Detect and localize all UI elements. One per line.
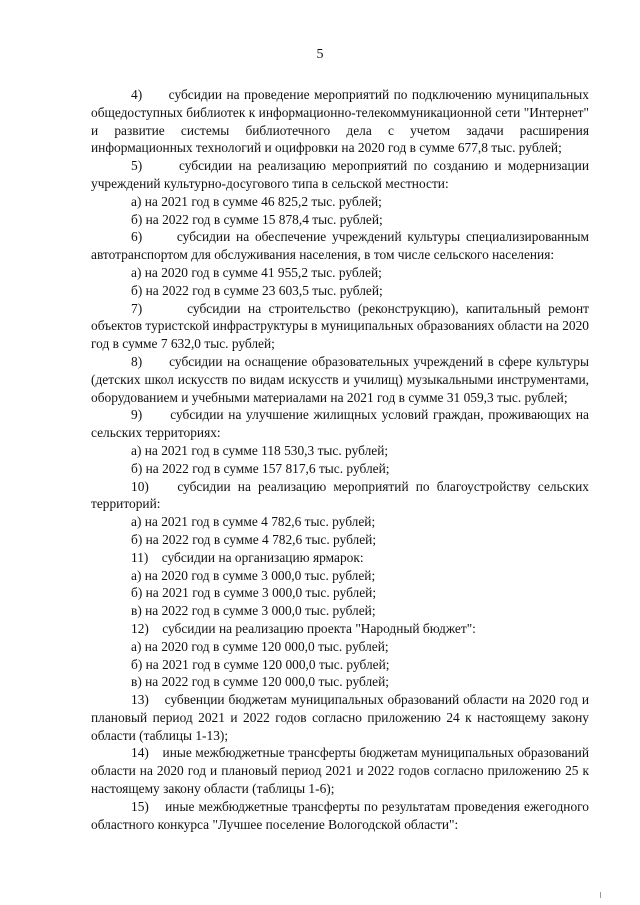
paragraph: а) на 2021 год в сумме 46 825,2 тыс. рублей; bbox=[131, 193, 382, 209]
paragraph: 5) субсидии на реализацию мероприятий по созданию и модернизации учреждений культурно-досугового типа в сельской местности: bbox=[91, 158, 589, 191]
paragraph: 15) иные межбюджетные трансферты по результатам проведения ежегодного областного конкурса "Лучшее поселение Вологодской области": bbox=[91, 798, 589, 832]
paragraph: 13) субвенции бюджетам муниципальных образований области на 2020 год и плановый период 2021 и 2022 годов согласно приложению 24 к настоящему закону области (таблицы 1-13); bbox=[91, 692, 589, 743]
paragraph: б) на 2021 год в сумме 120 000,0 тыс. рублей; bbox=[131, 656, 390, 672]
paragraph: а) на 2021 год в сумме 4 782,6 тыс. рублей; bbox=[131, 514, 376, 530]
page-number: 5 bbox=[316, 47, 324, 62]
paragraph: а) на 2020 год в сумме 120 000,0 тыс. рублей; bbox=[131, 638, 389, 654]
paragraph: 6) субсидии на обеспечение учреждений культуры специализированным автотранспортом для обслуживания населения, в том числе сельского населения: bbox=[91, 229, 589, 263]
paragraph: 11) субсидии на организацию ярмарок: bbox=[131, 549, 364, 565]
paragraph: в) на 2022 год в сумме 120 000,0 тыс. рублей; bbox=[131, 674, 389, 690]
paragraph: 9) субсидии на улучшение жилищных условий граждан, проживающих на сельских территориях: bbox=[91, 407, 589, 441]
paragraph: б) на 2022 год в сумме 4 782,6 тыс. рублей; bbox=[131, 531, 377, 547]
paragraph: 12) субсидии на реализацию проекта "Народный бюджет": bbox=[131, 620, 476, 636]
paragraph: 8) субсидии на оснащение образовательных учреждений в сфере культуры (детских школ искусств по видам искусств и училищ) музыкальными инструментами, оборудованием и учебными материалами на 2021 год в сумме 31 059,3 тыс. рублей; bbox=[91, 353, 589, 405]
paragraph: а) на 2021 год в сумме 118 530,3 тыс. рублей; bbox=[131, 442, 389, 458]
paragraph: б) на 2022 год в сумме 15 878,4 тыс. рублей; bbox=[131, 211, 383, 227]
paragraph: б) на 2021 год в сумме 3 000,0 тыс. рублей; bbox=[131, 585, 377, 601]
paragraph: 4) субсидии на проведение мероприятий по подключению муниципальных общедоступных библиотек к информационно-телекоммуникационной сети "Интернет" и развитие системы библиотечного дела с учетом задачи расширения информационных технологий и оцифровки на 2020 год в сумме 677,8 тыс. рублей; bbox=[91, 87, 589, 156]
scan-mark bbox=[600, 892, 601, 898]
paragraph: 14) иные межбюджетные трансферты бюджетам муниципальных образований области на 2020 год и плановый период 2021 и 2022 годов согласно приложению 25 к настоящему закону области (таблицы 1-6); bbox=[91, 745, 589, 797]
paragraph: б) на 2022 год в сумме 157 817,6 тыс. рублей; bbox=[131, 460, 390, 476]
paragraph: 10) субсидии на реализацию мероприятий по благоустройству сельских территорий: bbox=[91, 478, 589, 512]
paragraph: б) на 2022 год в сумме 23 603,5 тыс. рублей; bbox=[131, 282, 383, 298]
paragraph: а) на 2020 год в сумме 41 955,2 тыс. рублей; bbox=[131, 264, 382, 280]
paragraph: в) на 2022 год в сумме 3 000,0 тыс. рублей; bbox=[131, 603, 376, 619]
paragraph: 7) субсидии на строительство (реконструкцию), капитальный ремонт объектов туристской инфраструктуры в муниципальных образованиях области на 2020 год в сумме 7 632,0 тыс. рублей; bbox=[91, 300, 589, 352]
paragraph: а) на 2020 год в сумме 3 000,0 тыс. рублей; bbox=[131, 567, 376, 583]
document-body bbox=[91, 86, 589, 833]
